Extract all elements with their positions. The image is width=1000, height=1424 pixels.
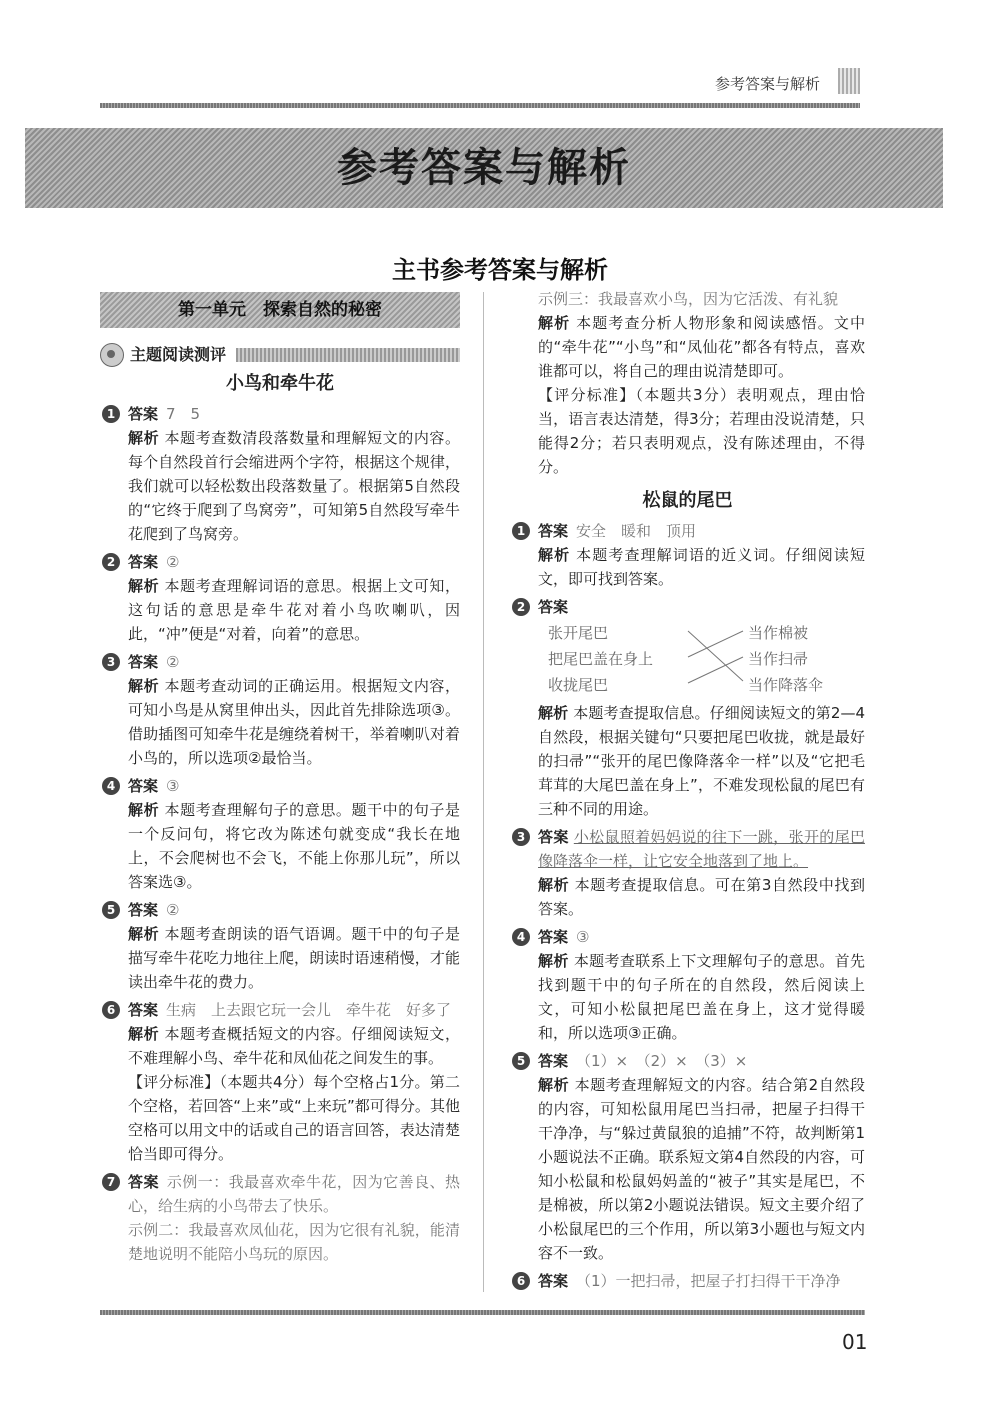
match-left-item: 把尾巴盖在身上 [548, 650, 654, 668]
question-number: 5 [512, 1052, 530, 1070]
question-block [100, 1170, 460, 1266]
matching-diagram [538, 621, 865, 699]
answer-value: 安全 暖和 顶用 [576, 522, 697, 540]
analysis-text: 本题考查联系上下文理解句子的意思。首先找到题干中的句子所在的自然段，然后阅读上文，可知小松鼠把尾巴盖在身上，这才觉得暖和，所以选项③正确。 [538, 952, 865, 1042]
analysis-text: 本题考查理解词语的意思。根据上文可知，这句话的意思是牵牛花对着小鸟吹喇叭，因此，“冲”便是“对着，向着”的意思。 [128, 577, 460, 643]
analysis-text: 本题考查理解词语的近义词。仔细阅读短文，即可找到答案。 [538, 546, 865, 588]
question-number: 6 [102, 1001, 120, 1019]
section-label: 主题阅读测评 [130, 345, 227, 364]
scoring-criteria: 【评分标准】（本题共3分）表明观点，理由恰当，语言表达清楚，得3分；若理由没说清楚，只能得2分；若只表明观点，没有陈述理由，不得分。 [538, 386, 865, 476]
answer-label: 答案 [128, 777, 159, 795]
answer-label: 答案 [538, 1272, 569, 1290]
question-block [510, 1049, 865, 1265]
answer-label: 答案 [128, 1173, 159, 1191]
story-title: 松鼠的尾巴 [642, 490, 733, 511]
section-subtitle: 主书参考答案与解析 [392, 256, 608, 284]
right-column [510, 287, 865, 1293]
answer-label: 答案 [128, 405, 159, 423]
analysis-label: 解析 [128, 925, 160, 943]
question-number: 4 [102, 777, 120, 795]
analysis-text: 本题考查分析人物形象和阅读感悟。文中的“牵牛花”“小鸟”和“凤仙花”都各有特点，喜欢谁都可以，将自己的理由说清楚即可。 [538, 314, 865, 380]
question-block [100, 650, 460, 770]
analysis-label: 解析 [538, 704, 569, 722]
question-number: 4 [512, 928, 530, 946]
analysis-label: 解析 [128, 577, 160, 595]
analysis-label: 解析 [538, 546, 571, 564]
answer-label: 答案 [538, 522, 569, 540]
match-right-item: 当作棉被 [748, 624, 809, 642]
answer-value: 示例一：我最喜欢牵牛花，因为它善良、热心，给生病的小鸟带去了快乐。 [128, 1173, 460, 1215]
section-heading [100, 342, 460, 368]
answer-value: （1）一把扫帚，把屋子打扫得干干净净 [576, 1272, 841, 1290]
answer-label: 答案 [538, 928, 569, 946]
analysis-text: 本题考查概括短文的内容。仔细阅读短文，不难理解小鸟、牵牛花和凤仙花之间发生的事。 [128, 1025, 460, 1067]
answer-value: ② [166, 553, 180, 571]
question-block [100, 898, 460, 994]
answer-value: 生病 上去跟它玩一会儿 牵牛花 好多了 [166, 1001, 452, 1019]
analysis-label: 解析 [538, 1076, 570, 1094]
section-line [236, 348, 460, 362]
question-number: 1 [102, 405, 120, 423]
analysis-label: 解析 [128, 677, 160, 695]
question-number: 2 [102, 553, 120, 571]
unit-heading: 第一单元 探索自然的秘密 [100, 292, 460, 328]
analysis-text: 本题考查提取信息。仔细阅读短文的第2—4自然段，根据关键句“只要把尾巴收拢，就是最好的扫帚”“张开的尾巴像降落伞一样”以及“它把毛茸茸的大尾巴盖在身上”，不难发现松鼠的尾巴有三种不同的用途。 [538, 704, 865, 818]
match-right-item: 当作扫帚 [748, 650, 809, 668]
question-block [510, 825, 865, 921]
analysis-text: 本题考查朗读的语气语调。题干中的句子是描写牵牛花吃力地往上爬，朗读时语速稍慢，才能读出牵牛花的费力。 [128, 925, 460, 991]
answer-label: 答案 [128, 553, 159, 571]
analysis-label: 解析 [538, 952, 569, 970]
question-number: 2 [512, 598, 530, 616]
title-banner [25, 128, 943, 208]
match-line [688, 631, 743, 657]
question-block [100, 550, 460, 646]
question-block [100, 402, 460, 546]
question-block [100, 774, 460, 894]
match-line [688, 657, 743, 683]
question-number: 6 [512, 1272, 530, 1290]
question-block [510, 595, 865, 821]
match-line [688, 631, 743, 681]
answer-label: 答案 [128, 901, 159, 919]
answer-value: 7 5 [166, 405, 201, 423]
answer-example: 示例三：我最喜欢小鸟，因为它活泼、有礼貌 [538, 290, 839, 308]
question-number: 1 [512, 522, 530, 540]
question-block [510, 925, 865, 1045]
analysis-label: 解析 [538, 876, 570, 894]
footer-rule [100, 1310, 865, 1315]
answer-label: 答案 [538, 828, 569, 846]
question-number: 5 [102, 901, 120, 919]
question-number: 7 [102, 1173, 120, 1191]
analysis-label: 解析 [128, 429, 160, 447]
answer-value: ② [166, 901, 180, 919]
question-number: 3 [512, 828, 530, 846]
scoring-criteria: 【评分标准】（本题共4分）每个空格占1分。第二个空格，若回答“上来”或“上来玩”都可得分。其他空格可以用文中的话或自己的语言回答，表达清楚恰当即可得分。 [128, 1073, 460, 1163]
left-column [100, 292, 460, 1266]
analysis-text: 本题考查理解句子的意思。题干中的句子是一个反问句，将它改为陈述句就变成“我长在地上，不会爬树也不会飞，不能上你那儿玩”，所以答案选③。 [128, 801, 460, 891]
question-block [100, 998, 460, 1166]
match-right-item: 当作降落伞 [748, 676, 824, 694]
match-left-item: 张开尾巴 [548, 624, 609, 642]
question-block [510, 1269, 865, 1293]
column-divider [483, 292, 484, 1292]
analysis-text: 本题考查理解短文的内容。结合第2自然段的内容，可知松鼠用尾巴当扫帚，把屋子扫得干干净净，与“躲过黄鼠狼的追捕”不符，故判断第1小题说法不正确。联系短文第4自然段的内容，可知小松鼠和松鼠妈妈盖的“被子”其实是尾巴，不是棉被，所以第2小题说法错误。短文主要介绍了小松鼠尾巴的三个作用，所以第3小题也与短文内容不一致。 [538, 1076, 865, 1262]
reader-icon [100, 343, 124, 367]
answer-value: ② [166, 653, 180, 671]
analysis-text: 本题考查提取信息。可在第3自然段中找到答案。 [538, 876, 865, 918]
answer-value: ③ [576, 928, 590, 946]
question-block [510, 519, 865, 591]
answer-label: 答案 [538, 1052, 569, 1070]
header-decoration [838, 68, 860, 94]
analysis-label: 解析 [538, 314, 571, 332]
question-number: 3 [102, 653, 120, 671]
answer-value: ③ [166, 777, 180, 795]
analysis-label: 解析 [128, 1025, 160, 1043]
question-continuation [510, 287, 865, 479]
banner-title: 参考答案与解析 [337, 145, 631, 191]
answer-value: 小松鼠照着妈妈说的往下一跳，张开的尾巴像降落伞一样，让它安全地落到了地上。 [538, 828, 865, 870]
header-rule [100, 103, 860, 108]
answer-example: 示例二：我最喜欢凤仙花，因为它很有礼貌，能清楚地说明不能陪小鸟玩的原因。 [128, 1221, 460, 1263]
page-number: 01 [842, 1330, 868, 1354]
analysis-text: 本题考查动词的正确运用。根据短文内容，可知小鸟是从窝里伸出头，因此首先排除选项③。借助插图可知牵牛花是缠绕着树干，举着喇叭对着小鸟的，所以选项②最恰当。 [128, 677, 460, 767]
match-left-item: 收拢尾巴 [548, 676, 609, 694]
analysis-label: 解析 [128, 801, 160, 819]
answer-label: 答案 [538, 598, 569, 616]
running-header: 参考答案与解析 [714, 75, 820, 93]
story-title: 小鸟和牵牛花 [226, 373, 334, 394]
answer-label: 答案 [128, 1001, 159, 1019]
analysis-text: 本题考查数清段落数量和理解短文的内容。每个自然段首行会缩进两个字符，根据这个规律，我们就可以轻松数出段落数量了。根据第5自然段的“它终于爬到了鸟窝旁”，可知第5自然段写牵牛花爬到了鸟窝旁。 [128, 429, 460, 543]
answer-label: 答案 [128, 653, 159, 671]
answer-value: （1）× （2）× （3）× [576, 1052, 748, 1070]
